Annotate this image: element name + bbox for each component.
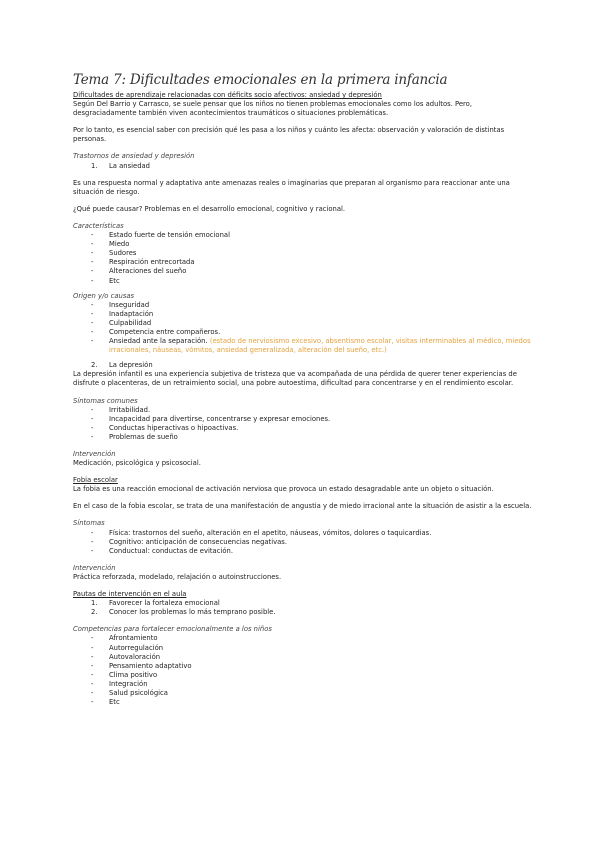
paragraph: Es una respuesta normal y adaptativa ante amenazas reales o imaginarias que preparan al organismo para reaccionar ante una situación de riesgo. xyxy=(73,178,510,196)
subheading: Síntomas xyxy=(73,519,105,528)
list-item: - Estado fuerte de tensión emocional xyxy=(73,231,533,240)
list-item: - Salud psicológica xyxy=(73,689,533,698)
paragraph: En el caso de la fobia escolar, se trata de una manifestación de angustia y de miedo irracional ante la situación de asistir a la escuela. xyxy=(73,502,532,511)
list-item: - Culpabilidad xyxy=(73,319,533,328)
subheading: Intervención xyxy=(73,450,116,458)
document-page xyxy=(73,72,533,707)
paragraph: ¿Qué puede causar? Problemas en el desarrollo emocional, cognitivo y racional. xyxy=(73,204,346,213)
list-item: 1. Favorecer la fortaleza emocional xyxy=(91,599,220,608)
paragraph: La depresión infantil es una experiencia subjetiva de tristeza que va acompañada de una pérdida de querer tener experiencias de disfrute o placenteras, de un retraimiento social, una pobre autoestima, dificultad para concentrarse y en el rendimiento escolar. xyxy=(73,370,517,388)
subheading: Origen y/o causas xyxy=(73,291,135,300)
list-item: 2. La depresión xyxy=(91,361,153,370)
bullet-list xyxy=(73,301,533,356)
list-item: - Problemas de sueño xyxy=(73,433,533,442)
list-item: - Conductas hiperactivas o hipoactivas. xyxy=(73,424,533,433)
subheading: Síntomas comunes xyxy=(73,396,138,405)
subheading: Intervención xyxy=(73,563,116,572)
paragraph: La fobia es una reacción emocional de activación nerviosa que provoca un estado desagradable ante un objeto o situación. xyxy=(73,485,494,494)
list-item: - Conductual: conductas de evitación. xyxy=(73,547,533,556)
list-item: - Etc xyxy=(73,277,533,286)
paragraph: Según Del Barrio y Carrasco, se suele pensar que los niños no tienen problemas emocionales como los adultos. Pero, desgraciadamente también viven acontecimientos traumáticos o situaciones problemáticas. xyxy=(73,100,472,118)
list-item: - Autovaloración xyxy=(73,653,533,662)
list-item: - Respiración entrecortada xyxy=(73,258,533,267)
list-item: - Irritabilidad. xyxy=(73,406,533,415)
list-item: - Inadaptación xyxy=(73,310,533,319)
numbered-list xyxy=(73,361,533,370)
list-item: - Integración xyxy=(73,680,533,689)
page-title: Tema 7: Dificultades emocionales en la primera infancia xyxy=(73,72,448,88)
subheading: Características xyxy=(73,221,124,230)
bullet-list xyxy=(73,231,533,286)
list-item: 2. Conocer los problemas lo más temprano posible. xyxy=(91,608,276,617)
paragraph: Medicación, psicológica y psicosocial. xyxy=(73,459,201,468)
paragraph: Por lo tanto, es esencial saber con precisión qué les pasa a los niños y cuánto les afecta: observación y valoración de distintas personas. xyxy=(73,126,505,144)
list-item: - Autorregulación xyxy=(73,644,533,653)
list-item: - Sudores xyxy=(73,249,533,258)
list-item: - Pensamiento adaptativo xyxy=(73,662,533,671)
numbered-list xyxy=(73,162,533,171)
paragraph: Práctica reforzada, modelado, relajación o autoinstrucciones. xyxy=(73,572,282,581)
list-item: - Inseguridad xyxy=(73,301,533,310)
list-item: 1. La ansiedad xyxy=(91,161,150,170)
list-item: - Incapacidad para divertirse, concentrarse y expresar emociones. xyxy=(73,415,533,424)
numbered-list xyxy=(73,599,533,617)
list-item: - Cognitivo: anticipación de consecuencias negativas. xyxy=(73,538,533,547)
list-item: - Afrontamiento xyxy=(73,634,533,643)
list-item: - Miedo xyxy=(73,240,533,249)
highlight-note: (estado de nerviosismo excesivo, absentismo escolar, visitas interminables al médico, miedos irracionales, náuseas, vómitos, ansiedad generalizada, alteración del sueño, etc.) xyxy=(109,337,531,355)
subheading: Trastornos de ansiedad y depresión xyxy=(73,152,195,161)
subheading: Competencias para fortalecer emocionalmente a los niños xyxy=(73,625,272,634)
bullet-list xyxy=(73,529,533,556)
bullet-list xyxy=(73,634,533,707)
section-heading: Fobia escolar xyxy=(73,476,118,485)
section-heading: Dificultades de aprendizaje relacionadas con déficits socio afectivos: ansiedad y depresión xyxy=(73,91,382,99)
list-item: - Alteraciones del sueño xyxy=(73,267,533,276)
list-item: - Competencia entre compañeros. xyxy=(73,328,533,337)
list-item: - Etc xyxy=(73,698,533,707)
list-item: - Clima positivo xyxy=(73,671,533,680)
bullet-list xyxy=(73,406,533,442)
section-heading: Pautas de intervención en el aula xyxy=(73,590,187,599)
list-item: - Ansiedad ante la separación. (estado de nerviosismo excesivo, absentismo escolar, visitas interminables al médico, miedos irracionales, náuseas, vómitos, ansiedad generalizada, alteración del sueño, etc.) xyxy=(73,337,533,355)
list-item: - Física: trastornos del sueño, alteración en el apetito, náuseas, vómitos, dolores o taquicardias. xyxy=(73,529,533,538)
